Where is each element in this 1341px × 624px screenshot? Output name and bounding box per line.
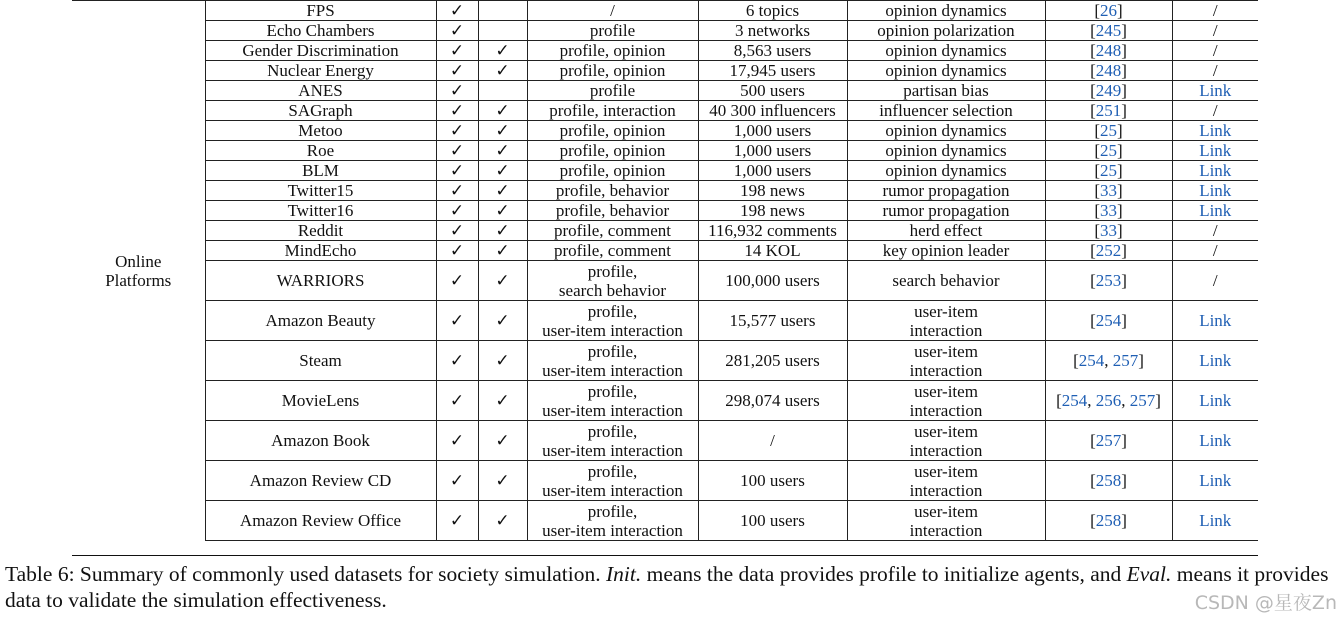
- dataset-name-cell: Amazon Review CD: [205, 461, 436, 501]
- task-cell-line: user-item: [914, 341, 978, 361]
- data-type-cell-line: user-item interaction: [542, 520, 683, 540]
- eval-check-cell: ✓: [478, 501, 527, 541]
- scale-cell: 100,000 users: [698, 261, 847, 301]
- task-cell: [847, 461, 1045, 501]
- eval-check-cell: [478, 1, 527, 21]
- resource-link-cell: [1172, 301, 1258, 341]
- resource-link[interactable]: Link: [1199, 511, 1232, 530]
- resource-link[interactable]: Link: [1199, 391, 1232, 410]
- scale-cell: 198 news: [698, 201, 847, 221]
- resource-link-cell: [1172, 141, 1258, 161]
- resource-link[interactable]: Link: [1199, 81, 1232, 100]
- task-cell-line: opinion dynamics: [885, 161, 1007, 180]
- scale-cell: 100 users: [698, 501, 847, 541]
- data-type-cell: [527, 41, 698, 61]
- caption-tail: means it provides data to validate the simulation effectiveness.: [5, 562, 1329, 612]
- citation-link[interactable]: 249: [1095, 81, 1122, 100]
- table-row: [72, 381, 1258, 421]
- data-type-cell: [527, 421, 698, 461]
- reference-cell: [25]: [1045, 121, 1172, 141]
- data-type-cell-line: profile, behavior: [555, 181, 670, 200]
- eval-check-cell: [478, 21, 527, 41]
- eval-check-cell: ✓: [478, 301, 527, 341]
- data-type-cell-line: profile: [589, 21, 636, 40]
- task-cell-line: influencer selection: [879, 101, 1013, 120]
- task-cell: [847, 201, 1045, 221]
- task-cell-line: user-item: [914, 461, 978, 481]
- eval-check-cell: ✓: [478, 201, 527, 221]
- task-cell: [847, 61, 1045, 81]
- citation-link[interactable]: 25: [1100, 161, 1117, 180]
- dataset-name-cell: Twitter15: [205, 181, 436, 201]
- init-check-cell: ✓: [436, 41, 478, 61]
- resource-link-cell: [1172, 341, 1258, 381]
- caption-eval-term: Eval.: [1126, 562, 1172, 586]
- reference-cell: [254]: [1045, 301, 1172, 341]
- task-cell-line: interaction: [909, 320, 983, 340]
- table-row: [72, 241, 1258, 261]
- task-cell-line: key opinion leader: [882, 241, 1010, 260]
- data-type-cell-line: profile,: [587, 261, 638, 281]
- table-row: [72, 21, 1258, 41]
- eval-check-cell: ✓: [478, 261, 527, 301]
- category-cell: [72, 1, 205, 541]
- citation-link[interactable]: 248: [1095, 41, 1122, 60]
- eval-check-cell: ✓: [478, 181, 527, 201]
- init-check-cell: ✓: [436, 61, 478, 81]
- resource-link-cell: [1172, 261, 1258, 301]
- table-row: [72, 121, 1258, 141]
- dataset-table-region: [72, 0, 1258, 541]
- init-check-cell: ✓: [436, 1, 478, 21]
- resource-link-cell: [1172, 101, 1258, 121]
- reference-cell: [251]: [1045, 101, 1172, 121]
- table-row: [72, 301, 1258, 341]
- no-link-marker: /: [1212, 101, 1218, 120]
- task-cell-line: user-item: [914, 501, 978, 521]
- data-type-cell: [527, 501, 698, 541]
- reference-cell: [33]: [1045, 221, 1172, 241]
- table-row: [72, 61, 1258, 81]
- dataset-name-cell: BLM: [205, 161, 436, 181]
- data-type-cell: [527, 61, 698, 81]
- resource-link-cell: [1172, 501, 1258, 541]
- resource-link-cell: [1172, 181, 1258, 201]
- task-cell: [847, 341, 1045, 381]
- resource-link-cell: [1172, 161, 1258, 181]
- task-cell-line: interaction: [909, 400, 983, 420]
- resource-link-cell: [1172, 61, 1258, 81]
- task-cell-line: partisan bias: [903, 81, 989, 100]
- task-cell: [847, 301, 1045, 341]
- scale-cell: 281,205 users: [698, 341, 847, 381]
- resource-link[interactable]: Link: [1199, 161, 1232, 180]
- data-type-cell-line: search behavior: [558, 280, 667, 300]
- citation-link[interactable]: 33: [1100, 181, 1117, 200]
- eval-check-cell: ✓: [478, 101, 527, 121]
- table-row: [72, 341, 1258, 381]
- table-body: [72, 1, 1258, 541]
- table-row: [72, 201, 1258, 221]
- task-cell: [847, 21, 1045, 41]
- resource-link[interactable]: Link: [1199, 431, 1232, 450]
- scale-cell: 15,577 users: [698, 301, 847, 341]
- init-check-cell: ✓: [436, 341, 478, 381]
- reference-cell: [25]: [1045, 161, 1172, 181]
- table-bottom-rule: [72, 555, 1258, 556]
- resource-link-cell: [1172, 421, 1258, 461]
- dataset-name-cell: Gender Discrimination: [205, 41, 436, 61]
- data-type-cell: [527, 241, 698, 261]
- reference-cell: [249]: [1045, 81, 1172, 101]
- table-row: [72, 181, 1258, 201]
- data-type-cell: [527, 261, 698, 301]
- task-cell: [847, 101, 1045, 121]
- citation-link[interactable]: 254: [1078, 351, 1105, 370]
- eval-check-cell: [478, 81, 527, 101]
- scale-cell: 1,000 users: [698, 161, 847, 181]
- data-type-cell-line: profile, comment: [553, 241, 672, 260]
- scale-cell: 500 users: [698, 81, 847, 101]
- task-cell: [847, 141, 1045, 161]
- caption-lead: Table 6: Summary of commonly used datasets for society simulation.: [5, 562, 606, 586]
- resource-link[interactable]: Link: [1199, 351, 1232, 370]
- scale-cell: 6 topics: [698, 1, 847, 21]
- eval-check-cell: ✓: [478, 41, 527, 61]
- citation-link[interactable]: 254: [1095, 311, 1122, 330]
- task-cell: [847, 221, 1045, 241]
- init-check-cell: ✓: [436, 221, 478, 241]
- init-check-cell: ✓: [436, 141, 478, 161]
- eval-check-cell: ✓: [478, 341, 527, 381]
- task-cell: [847, 261, 1045, 301]
- no-link-marker: /: [1212, 221, 1218, 240]
- scale-cell: 116,932 comments: [698, 221, 847, 241]
- scale-cell: 8,563 users: [698, 41, 847, 61]
- dataset-name-cell: Roe: [205, 141, 436, 161]
- data-type-cell: [527, 201, 698, 221]
- dataset-name-cell: Twitter16: [205, 201, 436, 221]
- task-cell-line: rumor propagation: [882, 181, 1010, 200]
- task-cell: [847, 161, 1045, 181]
- task-cell: [847, 41, 1045, 61]
- table-row: [72, 461, 1258, 501]
- citation-link[interactable]: 25: [1100, 141, 1117, 160]
- eval-check-cell: ✓: [478, 241, 527, 261]
- resource-link-cell: [1172, 1, 1258, 21]
- data-type-cell-line: user-item interaction: [542, 320, 683, 340]
- task-cell-line: user-item: [914, 381, 978, 401]
- dataset-name-cell: MovieLens: [205, 381, 436, 421]
- task-cell: [847, 421, 1045, 461]
- data-type-cell-line: user-item interaction: [542, 360, 683, 380]
- no-link-marker: /: [1212, 271, 1218, 290]
- data-type-cell: [527, 161, 698, 181]
- table-row: [72, 261, 1258, 301]
- task-cell-line: opinion dynamics: [885, 141, 1007, 160]
- scale-cell: 14 KOL: [698, 241, 847, 261]
- table-row: [72, 1, 1258, 21]
- citation-link[interactable]: 257: [1112, 351, 1139, 370]
- resource-link-cell: [1172, 81, 1258, 101]
- dataset-name-cell: Reddit: [205, 221, 436, 241]
- dataset-name-cell: WARRIORS: [205, 261, 436, 301]
- data-type-cell-line: profile, interaction: [549, 101, 676, 120]
- task-cell: [847, 121, 1045, 141]
- table-row: [72, 101, 1258, 121]
- reference-cell: [254, 257]: [1045, 341, 1172, 381]
- caption-init-term: Init.: [605, 562, 642, 586]
- citation-link[interactable]: 252: [1095, 241, 1122, 260]
- citation-link[interactable]: 258: [1095, 471, 1122, 490]
- data-type-cell-line: /: [610, 1, 615, 20]
- scale-cell: 198 news: [698, 181, 847, 201]
- data-type-cell-line: profile, opinion: [559, 161, 666, 180]
- dataset-name-cell: Steam: [205, 341, 436, 381]
- data-type-cell: [527, 121, 698, 141]
- scale-cell: 1,000 users: [698, 121, 847, 141]
- citation-link[interactable]: 258: [1095, 511, 1122, 530]
- eval-check-cell: ✓: [478, 161, 527, 181]
- citation-link[interactable]: 257: [1129, 391, 1156, 410]
- init-check-cell: ✓: [436, 241, 478, 261]
- init-check-cell: ✓: [436, 421, 478, 461]
- table-row: [72, 41, 1258, 61]
- task-cell: [847, 381, 1045, 421]
- category-label-line: Platforms: [105, 270, 172, 290]
- reference-cell: [248]: [1045, 61, 1172, 81]
- reference-cell: [25]: [1045, 141, 1172, 161]
- citation-link[interactable]: 33: [1100, 201, 1117, 220]
- dataset-name-cell: ANES: [205, 81, 436, 101]
- init-check-cell: ✓: [436, 261, 478, 301]
- task-cell-line: rumor propagation: [882, 201, 1010, 220]
- dataset-name-cell: Echo Chambers: [205, 21, 436, 41]
- data-type-cell-line: user-item interaction: [542, 400, 683, 420]
- table-row: [72, 161, 1258, 181]
- reference-cell: [253]: [1045, 261, 1172, 301]
- table-row: [72, 81, 1258, 101]
- category-label-line: Online: [115, 251, 162, 271]
- init-check-cell: ✓: [436, 101, 478, 121]
- citation-link[interactable]: 253: [1095, 271, 1122, 290]
- data-type-cell: [527, 381, 698, 421]
- resource-link-cell: [1172, 381, 1258, 421]
- data-type-cell-line: profile,: [587, 501, 638, 521]
- eval-check-cell: ✓: [478, 121, 527, 141]
- resource-link[interactable]: Link: [1199, 201, 1232, 220]
- resource-link[interactable]: Link: [1199, 471, 1232, 490]
- data-type-cell: [527, 1, 698, 21]
- data-type-cell-line: profile, opinion: [559, 141, 666, 160]
- task-cell: [847, 181, 1045, 201]
- citation-link[interactable]: 251: [1095, 101, 1122, 120]
- task-cell-line: opinion dynamics: [885, 121, 1007, 140]
- eval-check-cell: ✓: [478, 221, 527, 241]
- init-check-cell: ✓: [436, 181, 478, 201]
- dataset-name-cell: Amazon Review Office: [205, 501, 436, 541]
- eval-check-cell: ✓: [478, 461, 527, 501]
- scale-cell: 17,945 users: [698, 61, 847, 81]
- scale-cell: 3 networks: [698, 21, 847, 41]
- data-type-cell: [527, 21, 698, 41]
- eval-check-cell: ✓: [478, 61, 527, 81]
- init-check-cell: ✓: [436, 201, 478, 221]
- resource-link-cell: [1172, 41, 1258, 61]
- data-type-cell-line: user-item interaction: [542, 440, 683, 460]
- scale-cell: 40 300 influencers: [698, 101, 847, 121]
- resource-link[interactable]: Link: [1199, 141, 1232, 160]
- resource-link-cell: [1172, 201, 1258, 221]
- eval-check-cell: ✓: [478, 141, 527, 161]
- task-cell-line: interaction: [909, 520, 983, 540]
- data-type-cell-line: profile,: [587, 341, 638, 361]
- table-row: [72, 501, 1258, 541]
- dataset-name-cell: Amazon Beauty: [205, 301, 436, 341]
- no-link-marker: /: [1212, 241, 1218, 260]
- table-row: [72, 421, 1258, 461]
- reference-cell: [26]: [1045, 1, 1172, 21]
- dataset-name-cell: MindEcho: [205, 241, 436, 261]
- data-type-cell: [527, 101, 698, 121]
- reference-cell: [252]: [1045, 241, 1172, 261]
- resource-link[interactable]: Link: [1199, 311, 1232, 330]
- citation-link[interactable]: 33: [1100, 221, 1117, 240]
- scale-cell: /: [698, 421, 847, 461]
- reference-cell: [258]: [1045, 461, 1172, 501]
- citation-link[interactable]: 257: [1095, 431, 1122, 450]
- data-type-cell-line: profile,: [587, 461, 638, 481]
- task-cell-line: search behavior: [892, 271, 1000, 290]
- task-cell-line: opinion dynamics: [885, 1, 1007, 20]
- init-check-cell: ✓: [436, 381, 478, 421]
- task-cell-line: user-item: [914, 301, 978, 321]
- resource-link[interactable]: Link: [1199, 181, 1232, 200]
- data-type-cell: [527, 461, 698, 501]
- data-type-cell: [527, 81, 698, 101]
- data-type-cell-line: profile: [589, 81, 636, 100]
- citation-link[interactable]: 256: [1095, 391, 1122, 410]
- task-cell-line: herd effect: [909, 221, 983, 240]
- table-row: [72, 221, 1258, 241]
- citation-link[interactable]: 245: [1095, 21, 1122, 40]
- reference-cell: [33]: [1045, 201, 1172, 221]
- reference-cell: [33]: [1045, 181, 1172, 201]
- init-check-cell: ✓: [436, 461, 478, 501]
- resource-link-cell: [1172, 121, 1258, 141]
- citation-link[interactable]: 26: [1100, 1, 1117, 20]
- citation-link[interactable]: 25: [1100, 121, 1117, 140]
- data-type-cell: [527, 181, 698, 201]
- caption-mid: means the data provides profile to initialize agents, and: [641, 562, 1127, 586]
- no-link-marker: /: [1212, 41, 1218, 60]
- init-check-cell: ✓: [436, 81, 478, 101]
- resource-link-cell: [1172, 21, 1258, 41]
- resource-link[interactable]: Link: [1199, 121, 1232, 140]
- task-cell-line: opinion dynamics: [885, 41, 1007, 60]
- data-type-cell-line: profile,: [587, 381, 638, 401]
- reference-cell: [254, 256, 257]: [1045, 381, 1172, 421]
- task-cell-line: opinion dynamics: [885, 61, 1007, 80]
- reference-cell: [258]: [1045, 501, 1172, 541]
- no-link-marker: /: [1212, 61, 1218, 80]
- table-caption: [5, 561, 1341, 613]
- dataset-name-cell: Amazon Book: [205, 421, 436, 461]
- init-check-cell: ✓: [436, 301, 478, 341]
- data-type-cell: [527, 141, 698, 161]
- data-type-cell: [527, 301, 698, 341]
- task-cell: [847, 81, 1045, 101]
- citation-link[interactable]: 254: [1061, 391, 1088, 410]
- dataset-name-cell: Metoo: [205, 121, 436, 141]
- reference-cell: [248]: [1045, 41, 1172, 61]
- init-check-cell: ✓: [436, 161, 478, 181]
- task-cell: [847, 1, 1045, 21]
- data-type-cell-line: profile, opinion: [559, 61, 666, 80]
- eval-check-cell: ✓: [478, 421, 527, 461]
- init-check-cell: ✓: [436, 501, 478, 541]
- task-cell-line: user-item: [914, 421, 978, 441]
- task-cell: [847, 501, 1045, 541]
- eval-check-cell: ✓: [478, 381, 527, 421]
- data-type-cell: [527, 221, 698, 241]
- reference-cell: [245]: [1045, 21, 1172, 41]
- scale-cell: 1,000 users: [698, 141, 847, 161]
- data-type-cell-line: profile, comment: [553, 221, 672, 240]
- data-type-cell-line: profile,: [587, 421, 638, 441]
- reference-cell: [257]: [1045, 421, 1172, 461]
- no-link-marker: /: [1212, 1, 1218, 20]
- scale-cell: 100 users: [698, 461, 847, 501]
- init-check-cell: ✓: [436, 121, 478, 141]
- task-cell-line: interaction: [909, 480, 983, 500]
- table-row: [72, 141, 1258, 161]
- dataset-name-cell: Nuclear Energy: [205, 61, 436, 81]
- scale-cell: 298,074 users: [698, 381, 847, 421]
- no-link-marker: /: [1212, 21, 1218, 40]
- data-type-cell-line: profile, opinion: [559, 121, 666, 140]
- resource-link-cell: [1172, 241, 1258, 261]
- watermark: CSDN @星夜Zn: [1194, 592, 1337, 614]
- data-type-cell-line: profile, behavior: [555, 201, 670, 220]
- resource-link-cell: [1172, 221, 1258, 241]
- data-type-cell-line: user-item interaction: [542, 480, 683, 500]
- citation-link[interactable]: 248: [1095, 61, 1122, 80]
- dataset-name-cell: SAGraph: [205, 101, 436, 121]
- task-cell-line: opinion polarization: [877, 21, 1015, 40]
- data-type-cell: [527, 341, 698, 381]
- datasets-table: [72, 0, 1258, 541]
- task-cell-line: interaction: [909, 440, 983, 460]
- dataset-name-cell: FPS: [205, 1, 436, 21]
- data-type-cell-line: profile,: [587, 301, 638, 321]
- data-type-cell-line: profile, opinion: [559, 41, 666, 60]
- init-check-cell: ✓: [436, 21, 478, 41]
- task-cell: [847, 241, 1045, 261]
- task-cell-line: interaction: [909, 360, 983, 380]
- resource-link-cell: [1172, 461, 1258, 501]
